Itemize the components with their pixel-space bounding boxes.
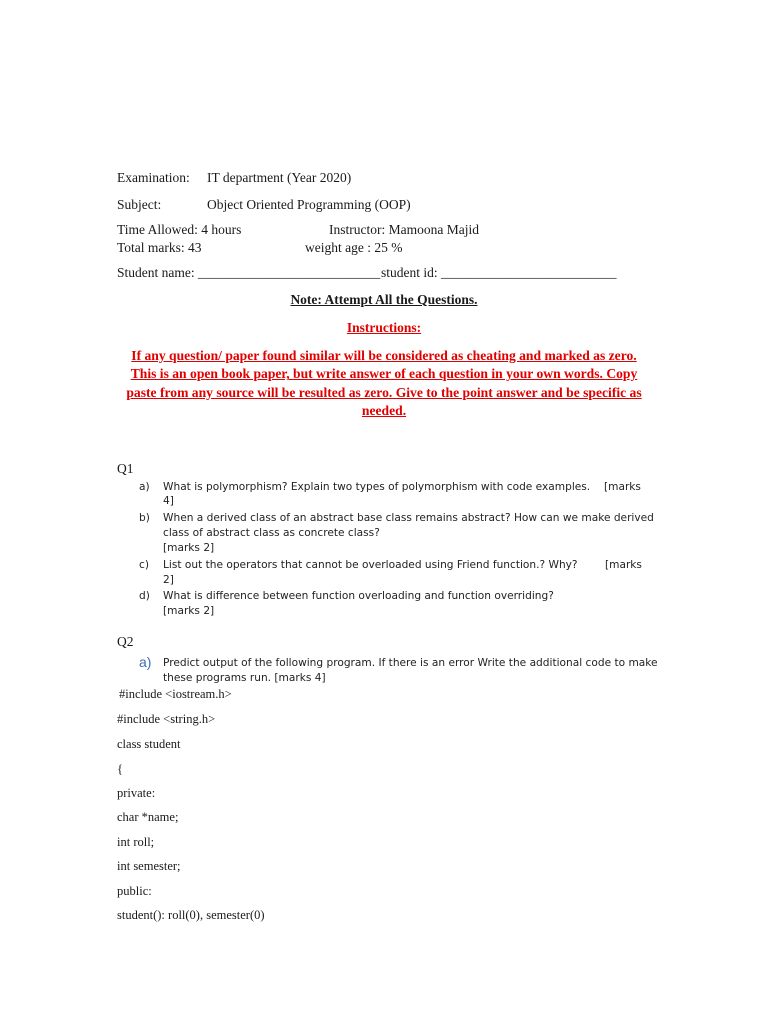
- q1-label: Q1: [117, 461, 134, 476]
- subject-value: Object Oriented Programming (OOP): [207, 197, 411, 212]
- q1-b-letter: b): [139, 512, 150, 524]
- code-line-5: private:: [117, 786, 156, 800]
- q1-c-letter: c): [139, 559, 149, 571]
- q2-a-text-cont: these programs run. [marks 4]: [163, 672, 326, 684]
- q1-a-marks: [marks: [604, 481, 641, 493]
- instructions-heading: Instructions:: [346, 320, 422, 335]
- q2-a-text: Predict output of the following program. If there is an error Write the additional code to make: [163, 657, 658, 669]
- code-line-8: int semester;: [117, 859, 181, 873]
- note-heading: Note: Attempt All the Questions.: [290, 292, 478, 307]
- q1-a-text-cont: 4]: [163, 495, 174, 507]
- q1-a-letter: a): [139, 481, 150, 493]
- q2-label: Q2: [117, 634, 134, 649]
- q2-a-letter: a): [139, 654, 152, 670]
- instructions-body: If any question/ paper found similar will be considered as cheating and marked as zero. This is an open book paper, but write answer of each question in your own words. Copy paste from any source will be resulted as zero. Give to the point answer and be specific as needed.: [126, 348, 642, 419]
- code-line-2: #include <string.h>: [117, 712, 216, 726]
- q1-d-letter: d): [139, 590, 150, 602]
- code-line-6: char *name;: [117, 810, 179, 824]
- exam-value: IT department (Year 2020): [207, 170, 352, 185]
- code-line-10: student(): roll(0), semester(0): [117, 908, 265, 922]
- q1-a-text: What is polymorphism? Explain two types of polymorphism with code examples.: [163, 481, 591, 493]
- subject-label: Subject:: [117, 197, 162, 212]
- exam-label: Examination:: [117, 170, 190, 185]
- student-id-field: student id: __________________________: [381, 265, 617, 280]
- time-allowed: Time Allowed: 4 hours: [117, 222, 242, 237]
- q1-b-marks: [marks 2]: [163, 542, 215, 554]
- q1-c-text-cont: 2]: [163, 574, 174, 586]
- total-marks: Total marks: 43: [117, 240, 202, 255]
- code-line-4: {: [117, 762, 123, 776]
- q1-d-text: What is difference between function overloading and function overriding?: [163, 590, 554, 602]
- weight-age: weight age : 25 %: [305, 240, 403, 255]
- instructor: Instructor: Mamoona Majid: [329, 222, 479, 237]
- code-line-7: int roll;: [117, 835, 155, 849]
- q1-c-text: List out the operators that cannot be overloaded using Friend function.? Why?: [163, 559, 578, 571]
- code-line-9: public:: [117, 884, 152, 898]
- student-name-field: Student name: ___________________________: [117, 265, 381, 280]
- code-line-1: #include <iostream.h>: [119, 687, 232, 701]
- code-line-3: class student: [117, 737, 181, 751]
- q1-c-marks: [marks: [605, 559, 642, 571]
- q1-b-text: When a derived class of an abstract base class remains abstract? How can we make derived: [163, 512, 654, 524]
- q1-d-marks: [marks 2]: [163, 605, 215, 617]
- q1-b-text-cont: class of abstract class as concrete class?: [163, 527, 380, 539]
